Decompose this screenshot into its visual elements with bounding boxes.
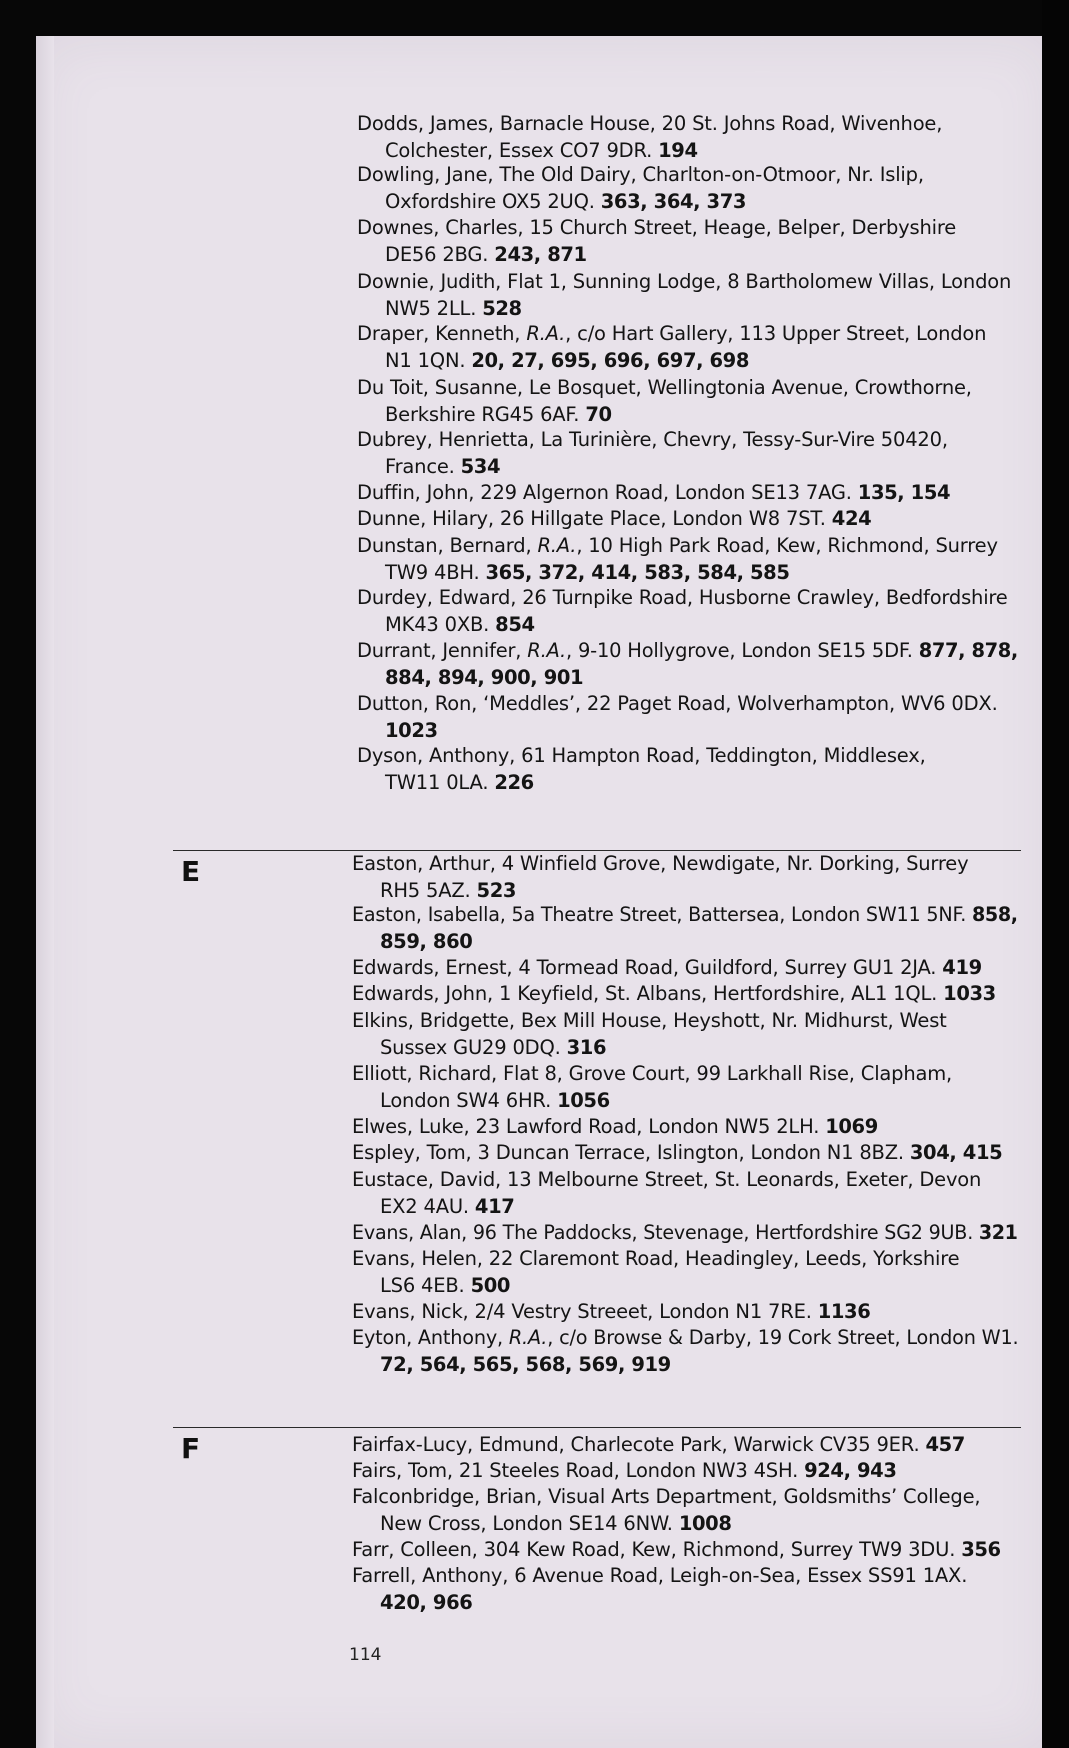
section-divider-f [173,1427,1021,1428]
entry-page-refs: 194 [658,138,698,162]
entry-page-refs: 534 [460,454,501,478]
entry-text: London SW4 6HR. [380,1088,558,1112]
entry-title-italic: R.A. [537,534,577,557]
entry-page-refs: 924, 943 [804,1459,897,1482]
entry-page-refs: 135, 154 [857,481,951,504]
entry-page-refs: 304, 415 [909,1141,1003,1164]
entry-continuation [385,190,746,214]
entry-continuation [385,349,749,373]
entry-text: Du Toit, Susanne, Le Bosquet, Wellingtonia Avenue, Crowthorne, [357,376,972,399]
entry-continuation [385,455,500,479]
entry-continuation [380,1591,472,1615]
entry-continuation [380,1353,671,1377]
entry-line [357,216,956,240]
entry-text: Durdey, Edward, 26 Turnpike Road, Husborne Crawley, Bedfordshire [357,586,1008,609]
entry-text: Easton, Arthur, 4 Winfield Grove, Newdigate, Nr. Dorking, Surrey [352,852,969,875]
entry-text: Colchester, Essex CO7 9DR. [385,138,659,162]
entry-page-refs: 417 [474,1194,515,1218]
entry-text: Dodds, James, Barnacle House, 20 St. Johns Road, Wivenhoe, [357,112,943,135]
entry-page-refs: 321 [978,1221,1018,1244]
entry-line [352,1247,959,1271]
entry-line [357,744,926,768]
entry-text: Downes, Charles, 15 Church Street, Heage, Belper, Derbyshire [357,216,957,239]
entry-text: TW11 0LA. [385,770,495,794]
section-letter-f: F [181,1432,201,1465]
entry-page-refs: 365, 372, 414, 583, 584, 585 [485,560,790,584]
entry-text: NW5 2LL. [385,296,483,320]
entry-text: Fairfax-Lucy, Edmund, Charlecote Park, Warwick CV35 9ER. [352,1433,926,1456]
entry-text: Elkins, Bridgette, Bex Mill House, Heyshott, Nr. Midhurst, West [352,1009,947,1032]
entry-page-refs: 523 [476,878,517,902]
entry-page-refs: 457 [925,1433,965,1456]
entry-text: Dyson, Anthony, 61 Hampton Road, Teddington, Middlesex, [357,744,926,767]
entry-text: Edwards, John, 1 Keyfield, St. Albans, Hertfordshire, AL1 1QL. [352,982,944,1005]
entry-line [357,112,942,136]
entry-line [357,428,948,452]
entry-title-italic: R.A. [527,639,567,662]
entry-continuation [380,1195,514,1219]
entry-title-italic: R.A. [508,1326,548,1349]
page-number: 114 [349,1645,382,1665]
entry-page-refs: 528 [482,296,522,320]
entry-page-refs: 226 [494,770,534,794]
entry-text: Farrell, Anthony, 6 Avenue Road, Leigh-on-Sea, Essex SS91 1AX. [352,1564,968,1587]
entry-line [357,534,998,558]
entry-text: Downie, Judith, Flat 1, Sunning Lodge, 8 Bartholomew Villas, London [357,270,1012,293]
entry-text: DE56 2BG. [385,242,495,266]
entry-text: France. [385,454,461,478]
entry-line [352,1564,967,1588]
entry-page-refs: 854 [495,612,535,636]
entry-line [357,586,1008,610]
entry-line [352,1221,1018,1245]
entry-line [352,852,968,876]
entry-page-refs: 420, 966 [380,1590,473,1614]
entry-text: , 10 High Park Road, Kew, Richmond, Surrey [576,534,998,557]
entry-line [357,376,972,400]
entry-text: Dutton, Ron, ‘Meddles’, 22 Paget Road, Wolverhampton, WV6 0DX. [357,692,998,715]
entry-line [357,163,924,187]
entry-line [352,1300,870,1324]
entry-page-refs: 424 [831,507,872,530]
entry-line [352,1168,981,1192]
entry-text: Oxfordshire OX5 2UQ. [385,189,601,213]
entry-line [357,270,1011,294]
entry-continuation [385,666,583,690]
entry-line [352,1433,965,1457]
entry-page-refs: 356 [961,1538,1001,1561]
entry-line [352,1485,980,1509]
section-letter-e: E [181,855,201,888]
entry-continuation [380,1274,510,1298]
entry-line [352,1326,1018,1350]
entry-text: TW9 4BH. [385,560,486,584]
entry-text: Elwes, Luke, 23 Lawford Road, London NW5 2LH. [352,1115,826,1138]
entry-text: Dunstan, Bernard, [357,534,538,557]
entry-page-refs: 243, 871 [494,242,587,266]
entry-text: Sussex GU29 0DQ. [380,1035,567,1059]
entry-text: Durrant, Jennifer, [357,639,528,662]
entry-line [357,322,986,346]
entry-text: Eustace, David, 13 Melbourne Street, St. Leonards, Exeter, Devon [352,1168,982,1191]
entry-line [357,481,950,505]
entry-continuation [385,297,522,321]
entry-page-refs: 1008 [678,1511,732,1535]
entry-page-refs: 20, 27, 695, 696, 697, 698 [471,348,750,372]
entry-continuation [385,771,534,795]
entry-text: Berkshire RG45 6AF. [385,402,586,426]
entry-text: MK43 0XB. [385,612,496,636]
entry-line [352,903,1018,927]
entry-text: Edwards, Ernest, 4 Tormead Road, Guildford, Surrey GU1 2JA. [352,956,943,979]
entry-text: EX2 4AU. [380,1194,475,1218]
entry-page-refs: 419 [942,956,982,979]
entry-page-refs: 1033 [943,982,996,1005]
entry-line [352,1538,1001,1562]
entry-page-refs: 1136 [817,1300,871,1323]
entry-continuation [380,879,516,903]
entry-continuation [380,1089,610,1113]
entry-text: Evans, Helen, 22 Claremont Road, Headingley, Leeds, Yorkshire [352,1247,960,1270]
entry-text: Duffin, John, 229 Algernon Road, London SE13 7AG. [357,481,858,504]
entry-page-refs: 1023 [385,718,438,742]
entry-line [357,507,871,531]
entry-text: LS6 4EB. [380,1273,471,1297]
entry-continuation [385,139,698,163]
entry-page-refs: 858, [971,903,1018,926]
entry-line [357,692,998,716]
entry-text: N1 1QN. [385,348,472,372]
entry-text: Farr, Colleen, 304 Kew Road, Kew, Richmond, Surrey TW9 3DU. [352,1538,962,1561]
entry-text: Eyton, Anthony, [352,1326,509,1349]
entry-text: New Cross, London SE14 6NW. [380,1511,679,1535]
entry-line [352,982,996,1006]
entry-title-italic: R.A. [526,322,566,345]
entry-page-refs: 1056 [557,1088,610,1112]
entry-text: , c/o Browse & Darby, 19 Cork Street, London W1. [547,1326,1019,1349]
entry-text: , 9-10 Hollygrove, London SE15 5DF. [566,639,919,662]
entry-text: Easton, Isabella, 5a Theatre Street, Battersea, London SW11 5NF. [352,903,972,926]
entry-text: RH5 5AZ. [380,878,477,902]
entry-text: Evans, Alan, 96 The Paddocks, Stevenage, Hertfordshire SG2 9UB. [352,1221,979,1244]
entry-page-refs: 316 [566,1035,607,1059]
entry-page-refs: 884, 894, 900, 901 [385,665,584,689]
entry-text: Draper, Kenneth, [357,322,527,345]
entry-continuation [385,403,612,427]
entry-continuation [385,243,587,267]
entry-line [352,1459,896,1483]
section-divider-e [173,850,1021,851]
entry-text: Espley, Tom, 3 Duncan Terrace, Islington, London N1 8BZ. [352,1141,910,1164]
entry-page-refs: 363, 364, 373 [600,189,747,213]
entry-text: Falconbridge, Brian, Visual Arts Department, Goldsmiths’ College, [352,1485,981,1508]
entry-line [357,639,1018,663]
entry-continuation [380,1512,732,1536]
entry-continuation [380,1036,606,1060]
entry-page-refs: 70 [585,402,612,426]
entry-line [352,1141,1002,1165]
entry-text: Dowling, Jane, The Old Dairy, Charlton-on-Otmoor, Nr. Islip, [357,163,924,186]
entry-line [352,1115,878,1139]
entry-line [352,956,982,980]
entry-text: Elliott, Richard, Flat 8, Grove Court, 99 Larkhall Rise, Clapham, [352,1062,953,1085]
entry-continuation [385,561,790,585]
entry-text: Evans, Nick, 2/4 Vestry Streeet, London N1 7RE. [352,1300,818,1323]
entry-page-refs: 500 [470,1273,511,1297]
entry-page-refs: 72, 564, 565, 568, 569, 919 [380,1352,671,1376]
entry-text: Dubrey, Henrietta, La Turinière, Chevry, Tessy-Sur-Vire 50420, [357,428,948,451]
entry-page-refs: 877, 878, [918,639,1018,662]
entry-text: Fairs, Tom, 21 Steeles Road, London NW3 4SH. [352,1459,805,1482]
entry-page-refs: 859, 860 [380,929,473,953]
entry-continuation [385,719,438,743]
entry-text: , c/o Hart Gallery, 113 Upper Street, London [565,322,987,345]
entry-text: Dunne, Hilary, 26 Hillgate Place, London W8 7ST. [357,507,832,530]
entry-line [352,1062,952,1086]
entry-continuation [380,930,472,954]
entry-continuation [385,613,535,637]
entry-line [352,1009,947,1033]
entry-page-refs: 1069 [825,1115,878,1138]
